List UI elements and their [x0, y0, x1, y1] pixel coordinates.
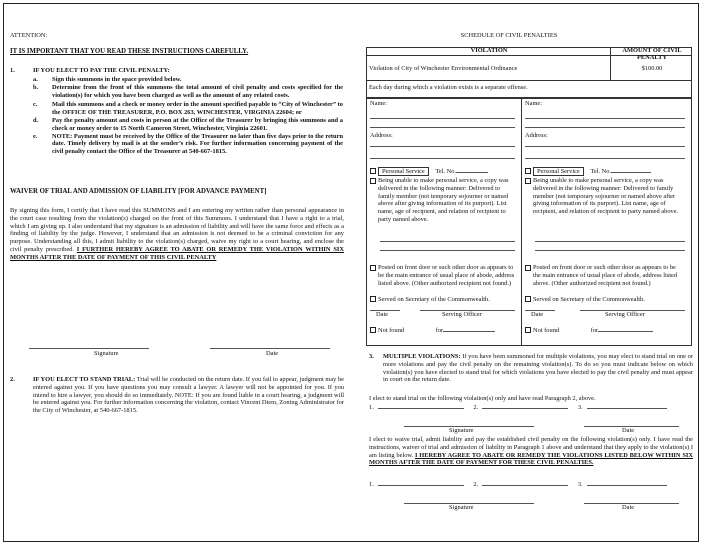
- attention-label: ATTENTION:: [10, 32, 48, 39]
- recipient-line-2[interactable]: [535, 250, 685, 251]
- table-divider: [610, 47, 611, 80]
- not-found-row: Not found for: [525, 327, 653, 335]
- name-label: Name:: [525, 100, 543, 107]
- not-found-checkbox[interactable]: [525, 327, 531, 333]
- section1-item-e: e. NOTE: Payment must be received by the Office of the Treasurer no later than five days prior to the return date. Timely delivery by mail is at the sender’s risk. For further information concerning payment of the civil penalty contact the Office of the Treasurer at 540-667-1815.: [33, 132, 343, 156]
- posted-row: Posted on front door or such other door as appears to be the main entrance of usual place of abode, address listed above. (Other authorized recipient not found.): [370, 264, 515, 287]
- each-day-note: Each day during which a violation exists is a separate offense.: [369, 84, 528, 91]
- unable-service-checkbox[interactable]: [525, 178, 531, 184]
- pay-signature-label: Signature: [449, 504, 474, 511]
- section1-item-c: c. Mail this summons and a check or money order in the amount specified payable to “City of Winchester” to the OFFICE OF THE TREASURER, P.O. BOX 263, WINCHESTER, VIRGINIA 22604; or: [33, 101, 343, 117]
- posted-checkbox[interactable]: [370, 265, 376, 271]
- address-line-1[interactable]: [525, 146, 685, 147]
- pay-date-label: Date: [622, 504, 635, 511]
- personal-service-row: Personal Service Tel. No.: [525, 168, 651, 176]
- personal-service-checkbox[interactable]: [525, 168, 531, 174]
- serving-officer-label: Serving Officer: [442, 311, 482, 318]
- unable-service-row: Being unable to make personal service, a copy was delivered in the following manner: Delivered to family member (not temporary sojourner or named above after giving information of its purport). List name, age of recipient, and relation of recipient to party named above.: [525, 177, 685, 216]
- recipient-line-1[interactable]: [535, 241, 685, 242]
- name-line-1[interactable]: [525, 118, 685, 119]
- service-column-1: [370, 100, 517, 334]
- pay-penalty-violations: 1. 2. 3.: [369, 481, 693, 489]
- important-notice: IT IS IMPORTANT THAT YOU READ THESE INSTRUCTIONS CAREFULLY.: [10, 48, 249, 55]
- penalty-amount: $100.00: [641, 65, 663, 72]
- violation-header: VIOLATION: [470, 47, 508, 54]
- section2-title: IF YOU ELECT TO STAND TRIAL:: [33, 376, 136, 383]
- section3-title: MULTIPLE VIOLATIONS:: [383, 353, 461, 360]
- address-label: Address:: [370, 132, 393, 139]
- waiver-agreement: I FURTHER HEREBY AGREE TO ABATE OR REMEDY THE VIOLATION WITHIN SIX MONTHS AFTER THE DATE OF PAYMENT OF THIS CIVIL PENALTY: [10, 245, 344, 261]
- waiver-text: By signing this form, I certify that I have read this SUMMONS and I am entering my written rather than personal appearance in the court case resulting from the violation(s) charged on the front of this Summons. I understand that I have a right to a trial, which I am giving up. I also understand that my signature is an admission of liability and will have the same force and effects as a finding of liability by the judge. However, I understand that an admission is not deemed to be a criminal conviction for any purpose. Understanding all this, I admit liability to the violation(s) charged, waive my right to a court hearing, and enclose the civil penalty prescribed. I FURTHER HEREBY AGREE TO ABATE OR REMEDY THE VIOLATION WITHIN SIX MONTHS AFTER THE DATE OF PAYMENT OF THIS CIVIL PENALTY: [10, 207, 344, 261]
- unable-service-checkbox[interactable]: [370, 178, 376, 184]
- posted-checkbox[interactable]: [525, 265, 531, 271]
- service-date-label: Date: [531, 311, 544, 318]
- waive-trial-statement: I elect to waive trial, admit liability and pay the established civil penalty on the following violation(s) only. I have read the instructions, waiver of trial and admission of liability in Paragraph 1 above and understand that they apply to the violation(s) I am listing below. I HEREBY AGREE TO ABATE OR REMEDY THE VIOLATIONS LISTED BELOW WITHIN SIX MONTHS AFTER THE DATE OF PAYMENT FOR THESE CIVIL PENALTIES.: [369, 436, 693, 467]
- posted-row: Posted on front door or such other door as appears to be the main entrance of usual place of abode, address listed above. (Other authorized recipient not found.): [525, 264, 685, 287]
- section3-number: 3.: [369, 353, 374, 360]
- schedule-title: SCHEDULE OF CIVIL PENALTIES: [460, 32, 558, 39]
- section1-item-a: a. Sign this summons in the space provided below.: [33, 76, 182, 83]
- pay-violation-1[interactable]: [378, 485, 464, 486]
- name-line-1[interactable]: [370, 118, 515, 119]
- section1-title: IF YOU ELECT TO PAY THE CIVIL PENALTY:: [33, 67, 170, 74]
- section1-item-b: b. Determine from the front of this summons the total amount of civil penalty and costs specified for the violation(s) for which you have been charged as well as the amount of any related costs.: [33, 83, 343, 99]
- service-column-2: [525, 100, 688, 334]
- date-line[interactable]: [210, 348, 330, 349]
- trial-violation-3[interactable]: [587, 408, 667, 409]
- section1-item-d: d. Pay the penalty amount and costs in person at the Office of the Treasurer by bringing this summons and a check or money order to 15 North Cameron Street, Winchester, Virginia 22601.: [33, 116, 343, 132]
- service-date-label: Date: [376, 311, 389, 318]
- section3-text: If you have been summoned for multiple violations, you may elect to stand trial on one or more violations and pay the civil penalty on the remaining violation(s). To do so you must indicate below on which violation(s) you have elected to stand trial for which violations you have elected to pay the civil penalty and must appear in court on the return date.: [383, 353, 693, 384]
- section1-number: 1.: [10, 67, 15, 74]
- signature-line[interactable]: [29, 348, 149, 349]
- not-found-row: Not found for: [370, 327, 495, 335]
- waiver-title: WAIVER OF TRIAL AND ADMISSION OF LIABILITY [FOR ADVANCE PAYMENT]: [10, 188, 267, 195]
- section1-items: [33, 76, 343, 156]
- date-label: Date: [266, 350, 279, 357]
- signature-label: Signature: [94, 350, 119, 357]
- address-label: Address:: [525, 132, 548, 139]
- violation-text: Violation of City of Winchester Environmental Ordinance: [369, 65, 518, 72]
- served-checkbox[interactable]: [525, 296, 531, 302]
- service-divider: [521, 98, 522, 346]
- name-line-2[interactable]: [370, 127, 515, 128]
- serving-officer-label: Serving Officer: [605, 311, 645, 318]
- address-line-1[interactable]: [370, 146, 515, 147]
- table-bottom-rule: [366, 80, 692, 81]
- trial-violation-2[interactable]: [482, 408, 568, 409]
- section2: [10, 376, 344, 415]
- trial-date-label: Date: [622, 427, 635, 434]
- address-line-2[interactable]: [370, 158, 515, 159]
- recipient-line-2[interactable]: [380, 250, 515, 251]
- stand-trial-statement: I elect to stand trial on the following violation(s) only and have read Paragraph 2, above.: [369, 395, 596, 402]
- not-found-checkbox[interactable]: [370, 327, 376, 333]
- pay-violation-2[interactable]: [482, 485, 568, 486]
- address-line-2[interactable]: [525, 158, 685, 159]
- section3: [369, 353, 693, 384]
- summons-back-page: [3, 3, 699, 542]
- trial-violation-1[interactable]: [378, 408, 464, 409]
- section2-text: Trial will be conducted on the return date. If you fail to appear, judgment may be entered against you. If you have questions you may consult a lawyer. A lawyer will not be appointed for you. If you intend to hire a lawyer, you should do so immediately. NOTE: If you are found liable in a court hearing, a judgment will be entered against you. For further information concerning the violation, contact Vincent Diem, Zoning Administrator for the City of Winchester, at 540-667-1815.: [33, 376, 344, 415]
- name-line-2[interactable]: [525, 127, 685, 128]
- amount-header: AMOUNT OF CIVIL PENALTY: [622, 47, 682, 61]
- stand-trial-violations: 1. 2. 3.: [369, 404, 693, 412]
- served-checkbox[interactable]: [370, 296, 376, 302]
- unable-service-row: Being unable to make personal service, a copy was delivered in the following manner: Delivered to family member (not temporary sojourner or named above after giving information of its purport). List name, age of recipient, and relation of recipient to party named above.: [370, 177, 515, 224]
- pay-violation-3[interactable]: [587, 485, 667, 486]
- served-row: Served on Secretary of the Commonwealth.: [525, 296, 645, 304]
- section2-number: 2.: [10, 376, 15, 383]
- personal-service-row: Personal Service Tel. No.: [370, 168, 488, 176]
- trial-signature-label: Signature: [449, 427, 474, 434]
- waive-trial-agreement: I HEREBY AGREE TO ABATE OR REMEDY THE VIOLATIONS LISTED BELOW WITHIN SIX MONTHS AFTER THE DATE OF PAYMENT FOR THESE CIVIL PENALTIES.: [369, 451, 693, 467]
- served-row: Served on Secretary of the Commonwealth.: [370, 296, 490, 304]
- name-label: Name:: [370, 100, 388, 107]
- recipient-line-1[interactable]: [380, 241, 515, 242]
- personal-service-checkbox[interactable]: [370, 168, 376, 174]
